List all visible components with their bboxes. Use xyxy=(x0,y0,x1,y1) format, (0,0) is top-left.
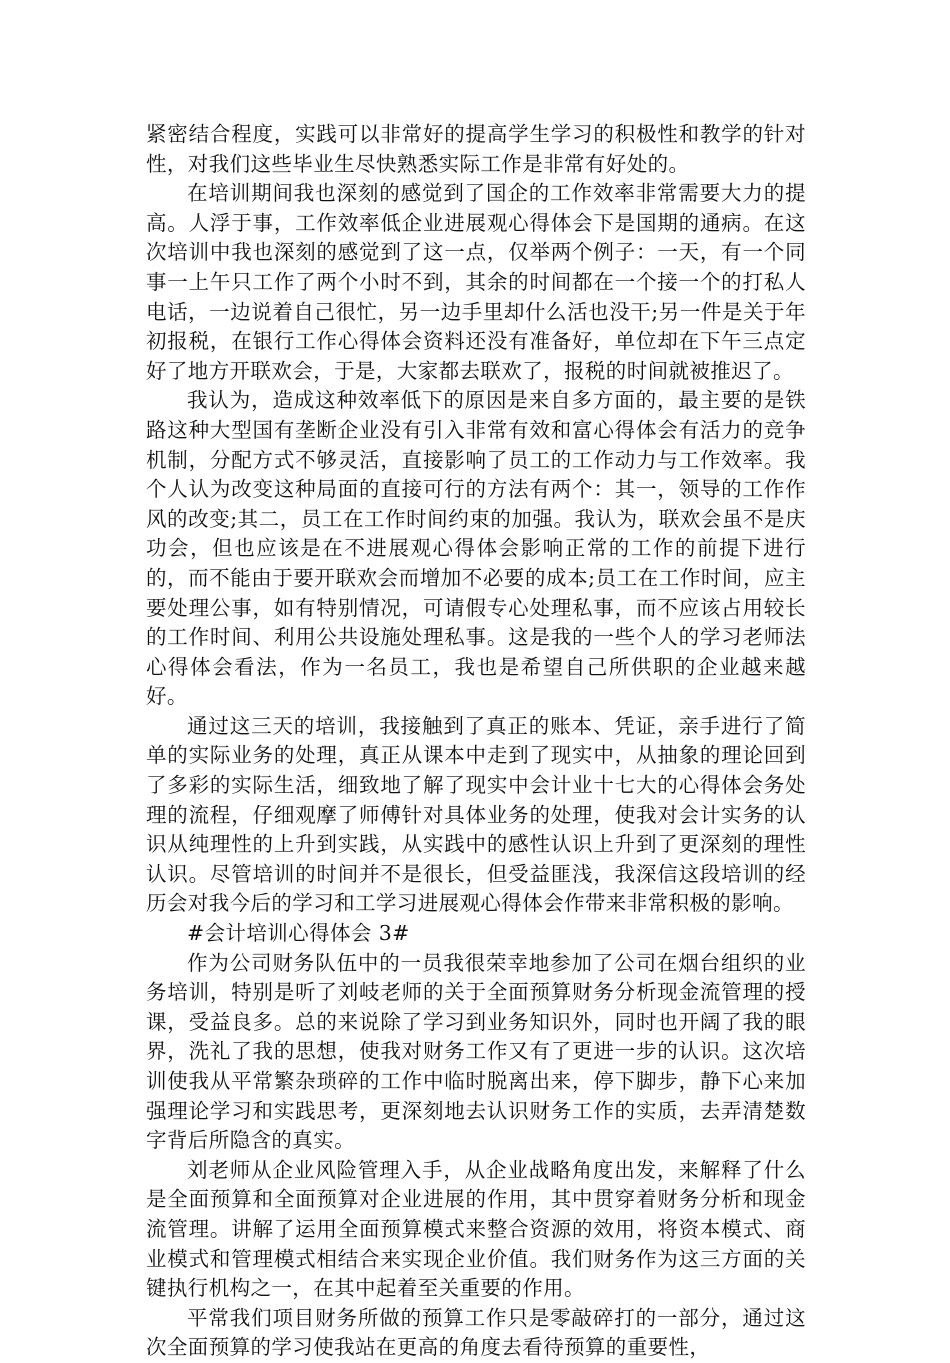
paragraph-2: 在培训期间我也深刻的感觉到了国企的工作效率非常需要大力的提高。人浮于事，工作效率低企业进展观心得体会下是国期的通病。在这次培训中我也深刻的感觉到了这一点，仅举两个例子：一天，有一个同事一上午只工作了两个小时不到，其余的时间都在一个接一个的打私人电话，一边说着自己很忙，另一边手里却什么活也没干;另一件是关于年初报税，在银行工作心得体会资料还没有准备好，单位却在下午三点定好了地方开联欢会，于是，大家都去联欢了，报税的时间就被推迟了。 xyxy=(146,181,806,383)
paragraph-5: 作为公司财务队伍中的一员我很荣幸地参加了公司在烟台组织的业务培训，特别是听了刘岐老师的关于全面预算财务分析现金流管理的授课，受益良多。总的来说除了学习到业务知识外，同时也开阔了我的眼界，洗礼了我的思想，使我对财务工作又有了更进一步的认识。这次培训使我从平常繁杂琐碎的工作中临时脱离出来，停下脚步，静下心来加强理论学习和实践思考，更深刻地去认识财务工作的实质，去弄清楚数字背后所隐含的真实。 xyxy=(146,950,806,1153)
document-body xyxy=(146,120,806,1363)
paragraph-6: 刘老师从企业风险管理入手，从企业战略角度出发，来解释了什么是全面预算和全面预算对企业进展的作用，其中贯穿着财务分析和现金流管理。讲解了运用全面预算模式来整合资源的效用，将资本模式、商业模式和管理模式相结合来实现企业价值。我们财务作为这三方面的关键执行机构之一，在其中起着至关重要的作用。 xyxy=(146,1157,806,1301)
paragraph-4: 通过这三天的培训，我接触到了真正的账本、凭证，亲手进行了简单的实际业务的处理，真正从课本中走到了现实中，从抽象的理论回到了多彩的实际生活，细致地了解了现实中会计业十七大的心得体会务处理的流程，仔细观摩了师傅针对具体业务的处理，使我对会计实务的认识从纯理性的上升到实践，从实践中的感性认识上升到了更深刻的理性认识。尽管培训的时间并不是很长，但受益匪浅，我深信这段培训的经历会对我今后的学习和工学习进展观心得体会作带来非常积极的影响。 xyxy=(146,713,806,916)
paragraph-1: 紧密结合程度，实践可以非常好的提高学生学习的积极性和教学的针对性，对我们这些毕业生尽快熟悉实际工作是非常有好处的。 xyxy=(146,122,806,176)
section-heading: #会计培训心得体会 3# xyxy=(187,921,410,946)
paragraph-7: 平常我们项目财务所做的预算工作只是零敲碎打的一部分，通过这次全面预算的学习使我站在更高的角度去看待预算的重要性， xyxy=(146,1305,806,1360)
paragraph-3: 我认为，造成这种效率低下的原因是来自多方面的，最主要的是铁路这种大型国有垄断企业没有引入非常有效和富心得体会有活力的竞争机制，分配方式不够灵活，直接影响了员工的工作动力与工作效率。我个人认为改变这种局面的直接可行的方法有两个：其一，领导的工作作风的改变;其二，员工在工作时间约束的加强。我认为，联欢会虽不是庆功会，但也应该是在不进展观心得体会影响正常的工作的前提下进行的，而不能由于要开联欢会而增加不必要的成本;员工在工作时间，应主要处理公事，如有特别情况，可请假专心处理私事，而不应该占用较长的工作时间、利用公共设施处理私事。这是我的一些个人的学习老师法心得体会看法，作为一名员工，我也是希望自己所供职的企业越来越好。 xyxy=(146,388,806,709)
